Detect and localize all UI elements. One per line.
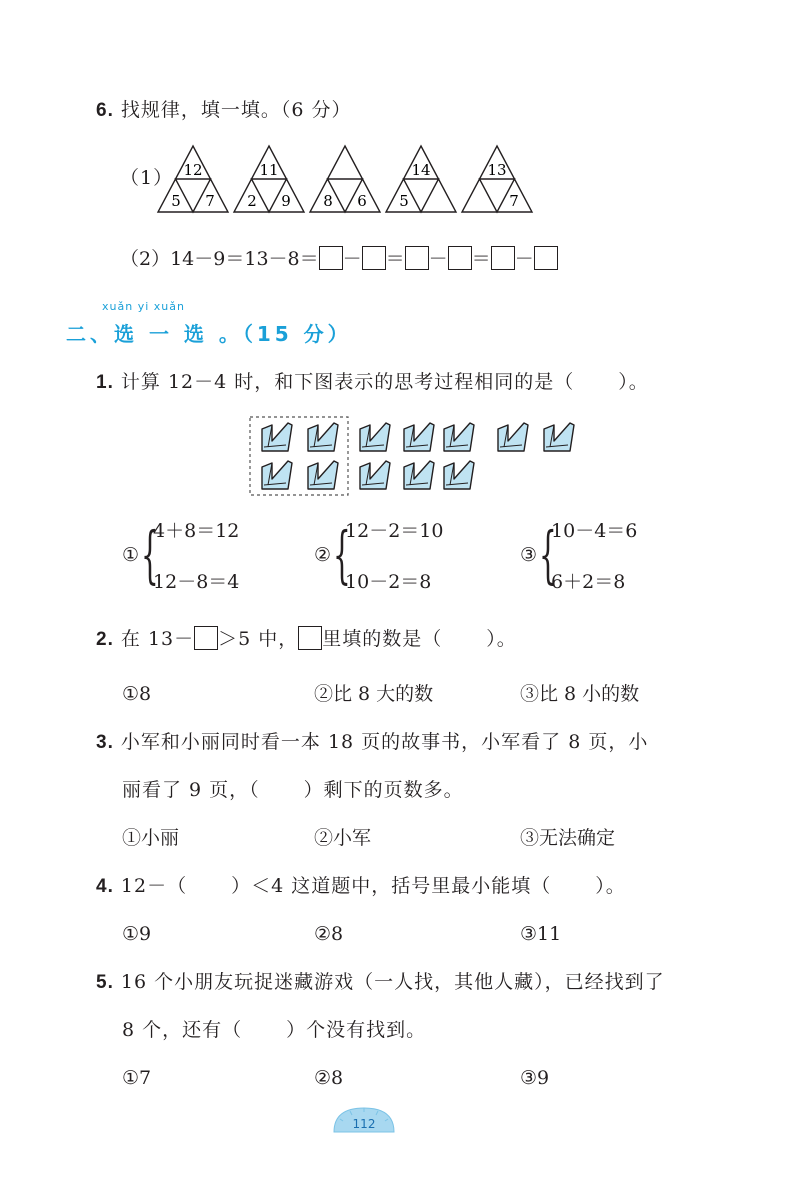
q3-option-2[interactable]: ②小军 <box>314 827 372 849</box>
q1-option-2-eq2: 10－2＝8 <box>345 571 432 593</box>
triangle-4-top: 14 <box>411 161 431 179</box>
triangle-1-top: 12 <box>183 161 203 179</box>
brace-icon: { <box>333 518 351 591</box>
q1-option-3-eq2: 6＋2＝8 <box>551 571 626 593</box>
answer-box[interactable] <box>362 246 386 270</box>
q2-text-d: ）。 <box>486 628 517 650</box>
q5-number: 5. <box>96 972 114 993</box>
q3-text-line1: 小军和小丽同时看一本 18 页的故事书，小军看了 8 页，小 <box>120 731 649 753</box>
answer-box[interactable] <box>448 246 472 270</box>
q2-number: 2. <box>96 629 114 650</box>
q1-heading <box>96 370 649 395</box>
q2-option-3[interactable]: ③比 8 小的数 <box>520 683 640 705</box>
minus-sign: － <box>514 248 534 270</box>
triangle-1-left: 5 <box>171 192 181 210</box>
q3-text-line2-b: ）剩下的页数多。 <box>303 779 464 801</box>
q1-option-3-eq1: 10－4＝6 <box>551 520 638 542</box>
q4-text-c: ）。 <box>595 875 626 897</box>
q3-number: 3. <box>96 732 114 753</box>
q5-text-line2-b: ）个没有找到。 <box>286 1019 427 1041</box>
q5-option-3[interactable]: ③9 <box>520 1067 550 1089</box>
brace-icon: { <box>539 518 557 591</box>
q2-heading <box>96 626 517 652</box>
triangle-2-left: 2 <box>247 192 257 210</box>
q1-text-b: ）。 <box>618 371 649 393</box>
q1-option-1-eq1: 4＋8＝12 <box>153 520 240 542</box>
q4-text-a: 12－（ <box>120 875 188 897</box>
q4-text-b: ）＜4 这道题中，括号里最小能填（ <box>231 875 552 897</box>
q6-part1-label: （1） <box>120 167 174 189</box>
q2-option-1[interactable]: ①8 <box>122 683 152 705</box>
triangle-5-top: 13 <box>487 161 507 179</box>
triangle-4 <box>386 146 456 212</box>
q5-option-1[interactable]: ①7 <box>122 1067 152 1089</box>
minus-sign: － <box>342 248 362 270</box>
q6-part2-prefix: （2）14－9＝13－8＝ <box>120 248 319 270</box>
triangle-3-right: 6 <box>357 192 367 210</box>
q3-option-3[interactable]: ③无法确定 <box>520 827 616 849</box>
q5-option-2[interactable]: ②8 <box>314 1067 344 1089</box>
equals-sign: ＝ <box>471 248 491 270</box>
q2-option-2[interactable]: ②比 8 大的数 <box>314 683 434 705</box>
q4-number: 4. <box>96 876 114 897</box>
q5-line1 <box>96 970 665 995</box>
q4-option-3[interactable]: ③11 <box>520 923 562 945</box>
q1-text-a: 计算 12－4 时，和下图表示的思考过程相同的是（ <box>120 371 575 393</box>
q3-option-1[interactable]: ①小丽 <box>122 827 180 849</box>
answer-box[interactable] <box>405 246 429 270</box>
answer-box[interactable] <box>534 246 558 270</box>
answer-box[interactable] <box>298 626 322 650</box>
triangle-1-right: 7 <box>205 192 215 210</box>
q1-option-1-eq2: 12－8＝4 <box>153 571 240 593</box>
section2-pinyin: xuǎn yi xuǎn <box>102 300 185 313</box>
page-number-badge <box>332 1104 396 1134</box>
q6-heading <box>96 98 352 123</box>
answer-box[interactable] <box>491 246 515 270</box>
q1-option-1[interactable] <box>122 516 239 594</box>
q3-line1 <box>96 730 648 755</box>
q5-text-line2-a: 8 个，还有（ <box>122 1019 243 1041</box>
triangle-1 <box>158 146 228 212</box>
q1-number: 1. <box>96 372 114 393</box>
q6-text: 找规律，填一填。（6 分） <box>120 99 352 121</box>
boot-illustration <box>244 413 584 499</box>
q6-part2 <box>120 246 558 271</box>
q2-text-c: 里填的数是（ <box>322 628 443 650</box>
q1-option-3[interactable] <box>520 516 637 594</box>
equals-sign: ＝ <box>385 248 405 270</box>
q5-line2 <box>122 1018 426 1042</box>
q1-option-2[interactable] <box>314 516 444 594</box>
q2-text-a: 在 13－ <box>120 628 195 650</box>
triangle-3-left: 8 <box>323 192 333 210</box>
q3-line2 <box>122 778 464 802</box>
triangle-5 <box>462 146 532 212</box>
q4-heading <box>96 874 626 899</box>
answer-box[interactable] <box>319 246 343 270</box>
triangle-5-right: 7 <box>509 192 519 210</box>
triangle-2-top: 11 <box>259 161 279 179</box>
triangle-3 <box>310 146 380 212</box>
q4-option-1[interactable]: ①9 <box>122 923 152 945</box>
q1-option-2-eq1: 12－2＝10 <box>345 520 444 542</box>
q6-number: 6. <box>96 100 114 121</box>
page-number: 112 <box>352 1117 376 1131</box>
triangle-2 <box>234 146 304 212</box>
q4-option-2[interactable]: ②8 <box>314 923 344 945</box>
q1-option-3-marker: ③ <box>520 544 538 566</box>
q5-text-line1: 16 个小朋友玩捉迷藏游戏（一人找，其他人藏），已经找到了 <box>120 971 665 993</box>
triangle-pattern <box>150 140 550 216</box>
triangle-4-left: 5 <box>399 192 409 210</box>
q2-text-b: ＞5 中， <box>218 628 299 650</box>
brace-icon: { <box>141 518 159 591</box>
q1-option-1-marker: ① <box>122 544 140 566</box>
section2-title: 二、选 一 选 。（15 分） <box>66 322 352 346</box>
triangle-2-right: 9 <box>281 192 291 210</box>
minus-sign: － <box>428 248 448 270</box>
q3-text-line2-a: 丽看了 9 页，（ <box>122 779 260 801</box>
q1-option-2-marker: ② <box>314 544 332 566</box>
answer-box[interactable] <box>194 626 218 650</box>
